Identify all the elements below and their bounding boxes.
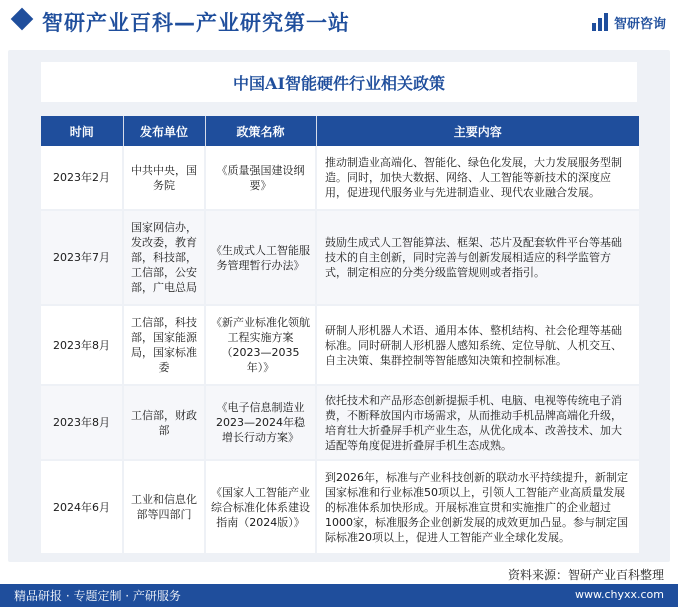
column-header-time: 时间 bbox=[41, 116, 123, 146]
table-row bbox=[41, 210, 639, 305]
cell-content: 推动制造业高端化、智能化、绿色化发展，大力发展服务型制造。同时，加快大数据、网络、人工智能等新技术的深度应用，促进现代服务业与先进制造业、现代农业融合发展。 bbox=[316, 146, 639, 210]
cell-policy: 《国家人工智能产业综合标准化体系建设指南（2024版）》 bbox=[205, 460, 316, 554]
cell-policy: 《质量强国建设纲要》 bbox=[205, 146, 316, 210]
source-value: 智研产业百科整理 bbox=[567, 568, 664, 582]
table-row bbox=[41, 146, 639, 210]
cell-content: 鼓励生成式人工智能算法、框架、芯片及配套软件平台等基础技术的自主创新，同时完善与创新发展相适应的科学监管方式，制定相应的分类分级监管规则或者指引。 bbox=[316, 210, 639, 305]
logo-text: 智研咨询 bbox=[613, 16, 666, 32]
cell-content: 到2026年，标准与产业科技创新的联动水平持续提升，新制定国家标准和行业标准50项以上，引领人工智能产业高质量发展的标准体系加快形成。开展标准宣贯和实施推广的企业超过1000家，标准服务企业创新发展的成效更加凸显。参与制定国际标准20项以上，促进人工智能产业全球化发展。 bbox=[316, 460, 639, 554]
bar-chart-logo-icon bbox=[592, 13, 610, 31]
page-footer bbox=[0, 562, 678, 607]
cell-content: 依托技术和产品形态创新提振手机、电脑、电视等传统电子消费，不断释放国内市场需求，从而推动手机品牌高端化升级，培育壮大折叠屏手机产业生态，从优化成本、改善技术、加大适配等角度促进折叠屏手机生态成熟。 bbox=[316, 385, 639, 460]
cell-issuer: 工信部，科技部，国家能源局，国家标准委 bbox=[123, 305, 205, 385]
cell-policy: 《生成式人工智能服务管理暂行办法》 bbox=[205, 210, 316, 305]
cell-issuer: 工信部，财政部 bbox=[123, 385, 205, 460]
cell-time: 2024年6月 bbox=[41, 460, 123, 554]
cell-issuer: 中共中央，国务院 bbox=[123, 146, 205, 210]
column-header-issuer: 发布单位 bbox=[123, 116, 205, 146]
table-title: 中国AI智能硬件行业相关政策 bbox=[233, 73, 445, 93]
site-url-link[interactable]: www.chyxx.com bbox=[574, 588, 664, 601]
cell-policy: 《新产业标准化领航工程实施方案（2023—2035年）》 bbox=[205, 305, 316, 385]
site-title: 智研产业百科—产业研究第一站 bbox=[42, 11, 350, 35]
cell-time: 2023年8月 bbox=[41, 305, 123, 385]
cell-time: 2023年2月 bbox=[41, 146, 123, 210]
table-header-row bbox=[41, 116, 639, 146]
content-panel bbox=[8, 50, 670, 562]
cell-time: 2023年8月 bbox=[41, 385, 123, 460]
table-row bbox=[41, 305, 639, 385]
footer-band bbox=[0, 584, 678, 607]
source-label: 资料来源： bbox=[507, 568, 568, 582]
site-header bbox=[0, 0, 678, 44]
table-row bbox=[41, 460, 639, 554]
column-header-policy: 政策名称 bbox=[205, 116, 316, 146]
source-note bbox=[508, 566, 664, 583]
cell-issuer: 工业和信息化部等四部门 bbox=[123, 460, 205, 554]
cell-issuer: 国家网信办，发改委，教育部，科技部，工信部，公安部，广电总局 bbox=[123, 210, 205, 305]
cell-content: 研制人形机器人术语、通用本体、整机结构、社会伦理等基础标准。同时研制人形机器人感知系统、定位导航、人机交互、自主决策、集群控制等智能感知决策和控制标准。 bbox=[316, 305, 639, 385]
company-logo[interactable] bbox=[592, 12, 666, 32]
table-title-box bbox=[41, 62, 637, 102]
services-text: 精品研报 · 专题定制 · 产研服务 bbox=[14, 589, 181, 603]
column-header-content: 主要内容 bbox=[316, 116, 639, 146]
policy-table bbox=[41, 116, 639, 555]
cell-policy: 《电子信息制造业2023—2024年稳增长行动方案》 bbox=[205, 385, 316, 460]
brand-diamond-icon bbox=[11, 8, 34, 31]
cell-time: 2023年7月 bbox=[41, 210, 123, 305]
table-row bbox=[41, 385, 639, 460]
